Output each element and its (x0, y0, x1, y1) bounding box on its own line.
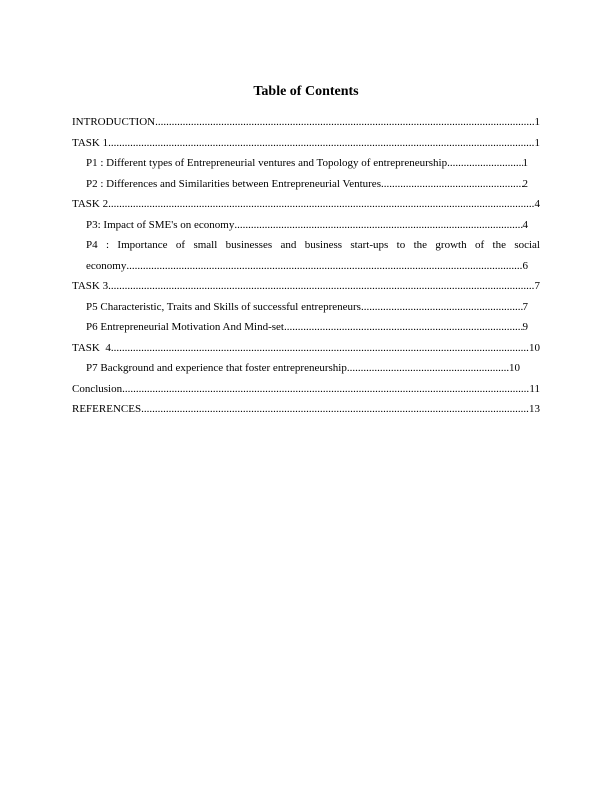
toc-entry-p4-line-2[interactable] (72, 256, 540, 277)
toc-entry-page: 13 (529, 403, 540, 415)
toc-entry-label: P4 : Importance of small businesses and business start-ups to the growth of the social (86, 239, 540, 251)
toc-entry-page: 1 (534, 136, 540, 149)
toc-entry-label: TASK 2 (72, 198, 109, 210)
toc-entry-page: 10 (509, 362, 520, 374)
dot-leader (234, 215, 522, 236)
toc-entry-page: 1 (534, 116, 540, 128)
toc-entry-page: 11 (529, 382, 540, 395)
toc-entry-references[interactable] (72, 399, 540, 420)
toc-entry-label: P7 Background and experience that foster entrepreneurship (86, 362, 347, 374)
toc-entry-page: 6 (522, 259, 528, 272)
page-title: Table of Contents (253, 84, 359, 99)
toc-entry-label: P2 : Differences and Similarities between Entrepreneurial Ventures (86, 177, 381, 190)
toc-entry-p5[interactable] (72, 297, 540, 318)
toc-entry-page: 4 (534, 198, 540, 210)
toc-entry-conclusion[interactable] (72, 379, 540, 400)
toc-entry-label: economy (86, 259, 127, 272)
toc-entry-label: TASK 1 (72, 136, 109, 149)
toc-entry-page: 7 (534, 280, 540, 292)
toc-entry-task-1[interactable] (72, 133, 540, 154)
toc-entry-label: REFERENCES (72, 403, 142, 415)
dot-leader (108, 133, 534, 154)
dot-leader (347, 358, 509, 379)
dot-leader (284, 317, 523, 338)
dot-leader (381, 174, 523, 195)
toc-entry-introduction[interactable] (72, 112, 540, 133)
toc-entry-label: P5 Characteristic, Traits and Skills of successful entrepreneurs (86, 300, 361, 313)
dot-leader (108, 194, 534, 215)
toc-entry-page: 10 (529, 341, 540, 354)
dot-leader (155, 112, 534, 133)
dot-leader (122, 379, 529, 400)
toc-entry-p3[interactable] (72, 215, 540, 236)
toc-entry-page: 9 (522, 321, 528, 333)
toc-entry-task-3[interactable] (72, 276, 540, 297)
toc-entry-task-2[interactable] (72, 194, 540, 215)
toc-entry-label: Conclusion (72, 382, 123, 395)
toc-entry-label: INTRODUCTION (72, 116, 156, 128)
toc-entry-label: P6 Entrepreneurial Motivation And Mind-set (86, 321, 284, 333)
toc-entry-p4-line-1[interactable] (72, 235, 540, 256)
toc-entry-page: 1 (522, 157, 528, 169)
toc-entry-label: P3: Impact of SME's on economy (86, 218, 235, 231)
toc-list (72, 112, 540, 420)
toc-entry-p2[interactable] (72, 174, 540, 195)
toc-entry-p7[interactable] (72, 358, 540, 379)
dot-leader (126, 256, 522, 277)
dot-leader (111, 338, 529, 359)
dot-leader (447, 153, 522, 174)
toc-entry-p1[interactable] (72, 153, 540, 174)
toc-entry-label: P1 : Different types of Entrepreneurial ventures and Topology of entrepreneurship (86, 157, 448, 169)
toc-entry-label: TASK 3 (72, 280, 109, 292)
toc-entry-label: TASK 4 (72, 341, 111, 354)
toc-entry-page: 2 (522, 177, 528, 190)
dot-leader (108, 276, 534, 297)
dot-leader (361, 297, 523, 318)
toc-entry-p6[interactable] (72, 317, 540, 338)
toc-entry-page: 7 (522, 300, 528, 313)
dot-leader (141, 399, 529, 420)
toc-entry-page: 4 (522, 218, 528, 231)
toc-entry-task-4[interactable] (72, 338, 540, 359)
